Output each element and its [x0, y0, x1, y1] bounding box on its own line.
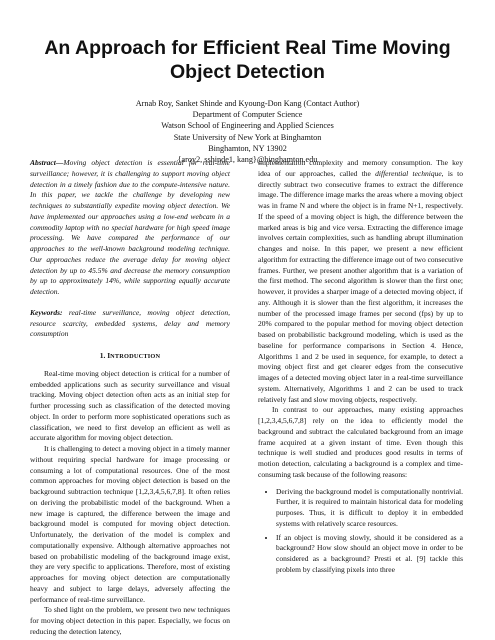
section-heading-introduction: 1. INTRODUCTION: [99, 351, 161, 360]
author-names: Arnab Roy, Sanket Shinde and Kyoung-Don Kang (Contact Author): [135, 99, 360, 108]
author-university: State University of New York at Binghamton: [173, 132, 322, 142]
author-school: Watson School of Engineering and Applied Sciences: [161, 121, 334, 131]
left-column: [30, 158, 230, 638]
list-item: • Deriving the background model is computationally nontrivial. Further, it is required to maintain historical data for modeling purposes. Thus, it is difficult to deploy it in embedded systems with relatively scarce resources.: [276, 487, 463, 530]
author-location: Binghamton, NY 13902: [208, 143, 287, 153]
abstract-text: Moving object detection is essential for real-time surveillance; however, it is challenging to support moving object detection in a timely fashion due to the compute-intensive nature. In this paper, we tackle the challenge by developing new techniques to substantially expedite moving object detection. We have implemented our approaches using a low-end webcam in a commodity laptop with no special hardware for high speed image processing. We have compared the performance of our approaches to the well-known background modeling technique. Our approaches reduce the average delay for moving object detection by up to 45.5% and decrease the memory consumption by up to approximately 14%, while supporting equally accurate detection.: [30, 158, 230, 296]
author-department: Department of Computer Science: [192, 110, 303, 120]
intro-paragraph-1: Real-time moving object detection is critical for a number of embedded applications such as security surveillance and visual tracking. Moving object detection often acts as an initial step for further processing such as classification of the detected moving object. In order to perform more sophisticated operations such as classification, we need to first develop an efficient as well as accurate algorithm for moving object detection.: [30, 368, 230, 443]
reasons-list: [258, 487, 463, 576]
author-block: [30, 98, 465, 165]
intro-paragraph-3: To shed light on the problem, we present two new techniques for moving object detection in this paper. Especially, we focus on reducing the detection latency,: [30, 605, 230, 636]
paper-title: An Approach for Efficient Real Time Moving Object Detection: [44, 37, 451, 83]
abstract: [30, 158, 230, 298]
intro-paragraph-2: It is challenging to detect a moving object in a timely manner without requiring special hardware for image processing or consuming a lot of computational resources. One of the most common approaches for moving object detection is based on the background subtraction technique [1,2,3,4,5,6,7,8]. It often relies on deriving the probabilistic model of the background. When a new image is captured, the difference between the image and background model is computed for moving object detection. Unfortunately, the derivation of the model is complex and computationally expensive. Although alternative approaches not based on probabilistic modeling of the background image exist, they are very specific to applications. Therefore, most of existing approaches for moving object detection are computationally heavy and subject to large delays, adversely affecting the performance of real-time surveillance.: [30, 444, 230, 604]
author-emails: {aroy2, sshinde1, kang}@binghamton.edu: [177, 155, 318, 165]
keywords: [30, 308, 230, 340]
keywords-label: Keywords:: [30, 307, 63, 317]
right-paragraph-1: implementation complexity and memory consumption. The key idea of our approaches, called the differential technique, is to directly subtract two consecutive frames to extract the difference image. The difference image marks the areas where a moving object was in frame N and where the object is in frame N+1, respectively. If the speed of a moving object is high, the difference between the marked areas is big and vice versa. Extracting the difference image involves certain complexities, such as handling abrupt illumination changes and noise. In this paper, we present a new efficient algorithm for extracting the difference image out of two consecutive frames. Further, we present another algorithm that is a variation of the first method. The second algorithm is slower than the first one; however, it provides a sharper image of a detected moving object, if any. Although it is slower than the first algorithm, it increases the number of the processed image frames per second (fps) by up to 20% compared to the popular method for moving object detection based on probabilistic background modeling, which is used as the baseline for performance comparisons in Section 4. Hence, Algorithms 1 and 2 be used in sequence, for example, to detect a moving object first and get clearer edges from the consecutive images of a detected moving object later in a real-time surveillance system. Alternatively, Algorithms 1 and 2 can be used to track relatively fast and slow moving objects, respectively.: [258, 158, 463, 404]
keywords-text: real-time surveillance, moving object detection, resource scarcity, embedded systems, delay and memory consumption: [30, 307, 230, 339]
abstract-label: Abstract—: [30, 158, 64, 167]
right-paragraph-2: In contrast to our approaches, many existing approaches [1,2,3,4,5,6,7,8] rely on the idea to efficiently model the background and subtract the calculated background from an image frame acquired at a given instant of time. Even though this technique is well studied and produces good results in terms of motion detection, calculating a background is a complex and time-consuming task because of the following reasons:: [258, 405, 463, 479]
emphasis-term: differential technique: [375, 168, 442, 178]
right-column: [258, 158, 463, 579]
list-item: • If an object is moving slowly, should it be considered as a background? How slow should an object move in order to be considered as a background? Presti et al. [9] tackle this problem by classifying pixels into three: [276, 533, 463, 576]
